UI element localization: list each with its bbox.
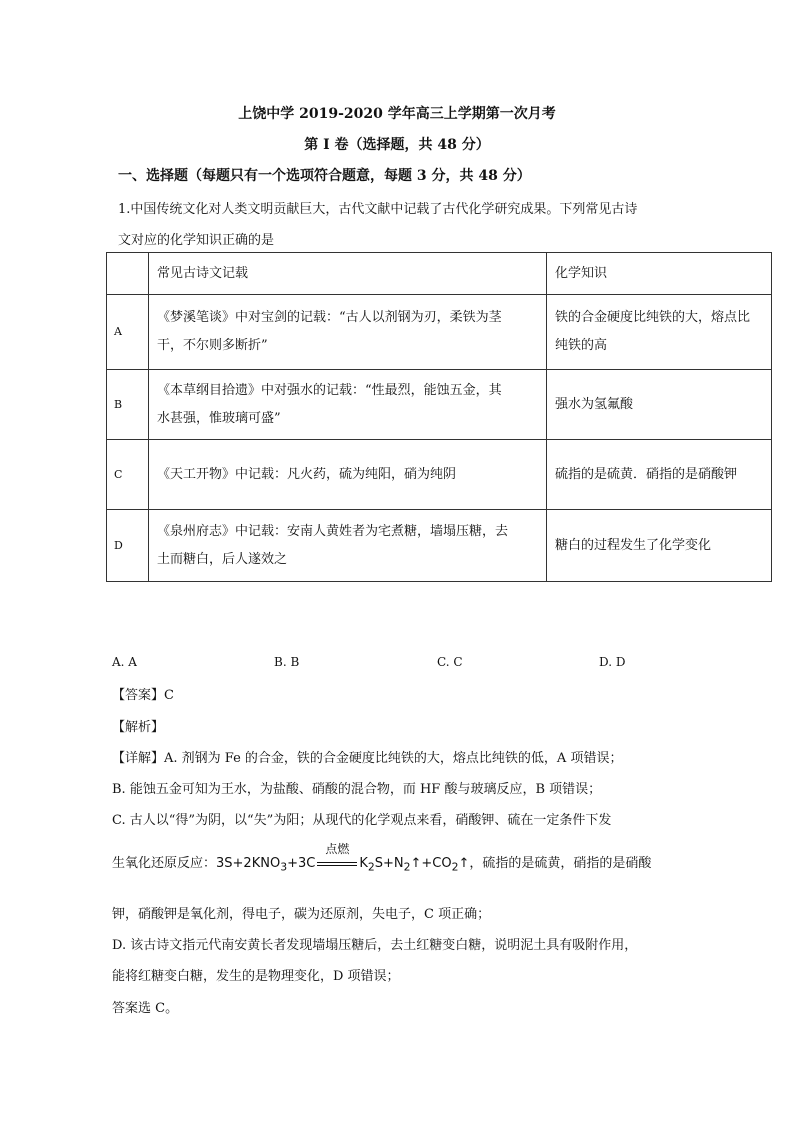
option-c: C. C [437,655,463,669]
row-letter: A [107,295,149,370]
final-answer: 答案选 C。 [112,1001,179,1016]
row-poem: 《梦溪笔谈》中对宝剑的记载：“古人以剂钢为刃，柔铁为茎 干，不尔则多断折” [149,295,547,370]
table-header-cell: 化学知识 [547,253,772,295]
analysis-label: 【解析】 [112,720,165,735]
row-letter: B [107,370,149,440]
option-d: D. D [599,655,626,669]
section-heading: 一、选择题（每题只有一个选项符合题意，每题 3 分，共 48 分） [118,168,531,184]
reaction-arrow: 点燃 [315,856,359,871]
table-header-row [107,253,772,295]
explanation-a: 【详解】A. 剂钢为 Fe 的合金，铁的合金硬度比纯铁的大，熔点比纯铁的低，A 项错误； [112,751,623,766]
explanation-b: B. 能蚀五金可知为王水，为盐酸、硝酸的混合物，而 HF 酸与玻璃反应，B 项错误； [112,782,602,797]
row-knowledge: 糖白的过程发生了化学变化 [547,510,772,582]
explanation-c3: 钾，硝酸钾是氧化剂，得电子，碳为还原剂，失电子，C 项正确； [112,907,491,922]
exam-subtitle: 第 I 卷（选择题，共 48 分） [304,137,490,153]
row-knowledge: 铁的合金硬度比纯铁的大，熔点比 纯铁的高 [547,295,772,370]
row-knowledge: 强水为氢氟酸 [547,370,772,440]
explanation-d1: D. 该古诗文指元代南安黄长者发现墙塌压糖后，去土红糖变白糖，说明泥土具有吸附作用， [112,938,638,953]
row-poem: 《泉州府志》中记载：安南人黄姓者为宅煮糖，墙塌压糖，去 土而糖白，后人遂效之 [149,510,547,582]
row-poem: 《天工开物》中记载：凡火药，硫为纯阳，硝为纯阴 [149,440,547,510]
explanation-c2: 生氧化还原反应：$3S+2KNO_3+3C$ 点燃 $K_2S+N_2↑+CO_2↑$，硫指的是硫黄，硝指的是硝酸 [112,842,652,874]
row-poem: 《本草纲目拾遗》中对强水的记载：“性最烈，能蚀五金，其 水甚强，惟玻璃可盛” [149,370,547,440]
table-header-cell: 常见古诗文记载 [149,253,547,295]
exam-title: 上饶中学 2019-2020 学年高三上学期第一次月考 [238,106,556,122]
table-row [107,510,772,582]
row-knowledge: 硫指的是硫黄．硝指的是硝酸钾 [547,440,772,510]
explanation-d2: 能将红糖变白糖，发生的是物理变化，D 项错误； [112,969,400,984]
table-row [107,295,772,370]
table-row [107,370,772,440]
option-a: A. A [112,655,137,669]
question-stem-line-2: 文对应的化学知识正确的是 [118,233,275,248]
question-stem-line-1: 1.中国传统文化对人类文明贡献巨大，古代文献中记载了古代化学研究成果。下列常见古诗 [118,202,638,217]
table-header-cell [107,253,149,295]
explanation-c1: C. 古人以“得”为阴，以“失”为阳；从现代的化学观点来看，硝酸钾、硫在一定条件下发 [112,813,612,828]
chemical-equation: $3S+2KNO_3+3C$ 点燃 $K_2S+N_2↑+CO_2↑$ [216,842,470,874]
knowledge-table [106,252,772,582]
row-letter: C [107,440,149,510]
option-b: B. B [274,655,300,669]
row-letter: D [107,510,149,582]
answer: 【答案】C [112,688,174,703]
table-row [107,440,772,510]
